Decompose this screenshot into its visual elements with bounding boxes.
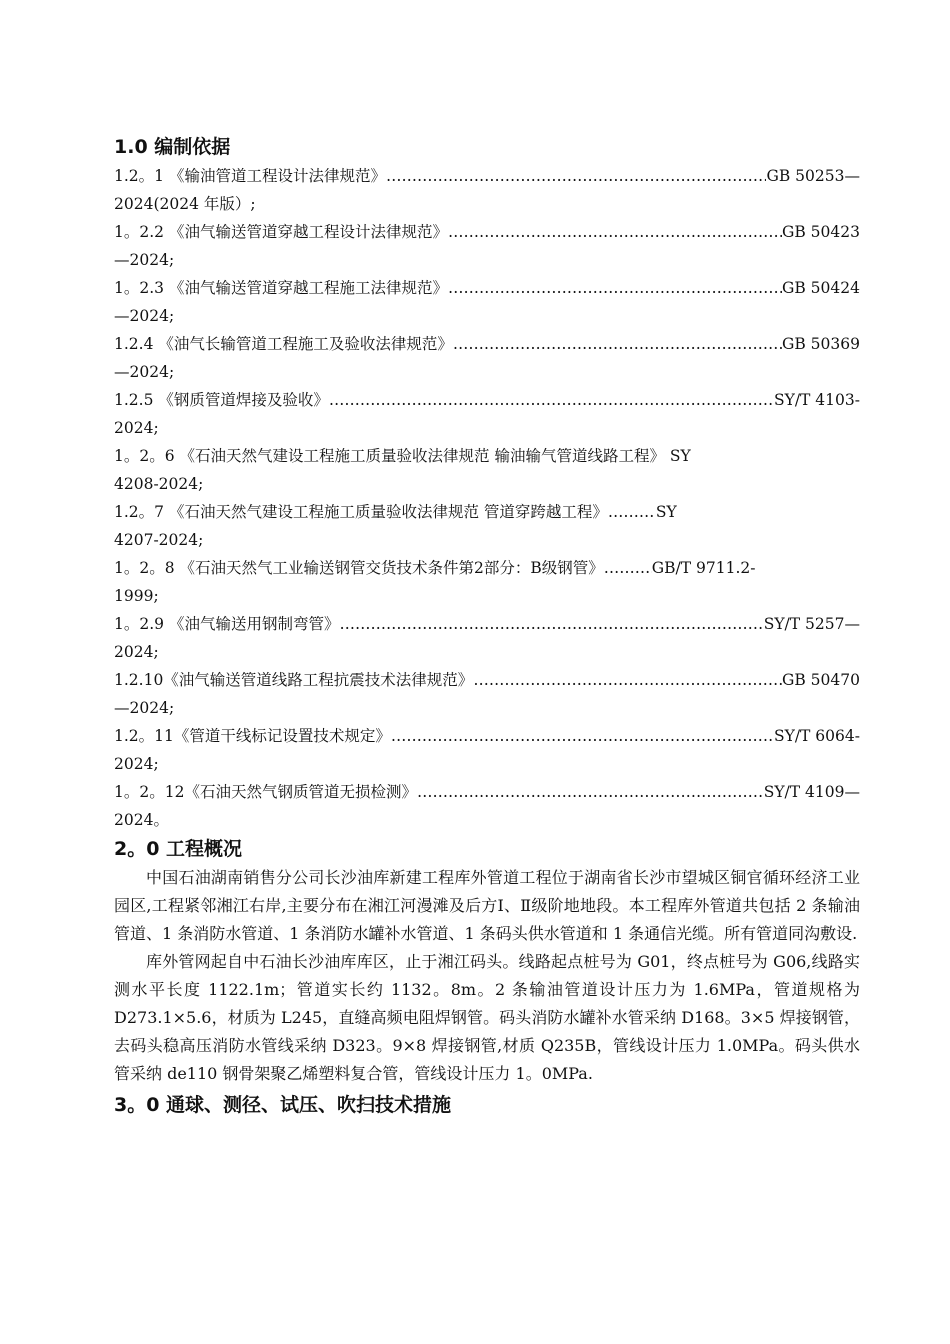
reference-continuation: 2024;	[114, 755, 159, 773]
reference-code: GB 50424	[781, 279, 860, 297]
reference-title: 1。2。8 《石油天然气工业输送钢管交货技术条件第2部分：B级钢管》	[114, 559, 604, 577]
reference-item	[114, 386, 860, 442]
reference-title: 1.2。1 《输油管道工程设计法律规范》	[114, 167, 386, 185]
leader-dots	[448, 274, 782, 302]
reference-continuation: 4208-2024;	[114, 475, 204, 493]
reference-line	[114, 274, 860, 302]
reference-code: SY/T 4109—	[763, 783, 860, 801]
reference-code: SY/T 5257—	[763, 615, 860, 633]
reference-item	[114, 498, 860, 554]
reference-item	[114, 330, 860, 386]
section-heading-measures: 3。0 通球、测径、试压、吹扫技术措施	[114, 1094, 452, 1116]
reference-line	[114, 218, 860, 246]
reference-line	[114, 498, 860, 526]
reference-item	[114, 722, 860, 778]
leader-dots	[339, 610, 763, 638]
leader-dots	[417, 778, 764, 806]
reference-title: 1。2.9 《油气输送用钢制弯管》	[114, 615, 340, 633]
reference-item	[114, 554, 860, 610]
reference-line	[114, 666, 860, 694]
reference-continuation: 2024。	[114, 811, 169, 829]
leader-dots	[453, 330, 782, 358]
reference-continuation: 1999;	[114, 587, 159, 605]
reference-title: 1.2.10《油气输送管道线路工程抗震技术法律规范》	[114, 671, 474, 689]
reference-item	[114, 778, 860, 834]
reference-line	[114, 442, 860, 470]
reference-code: SY/T 6064-	[773, 727, 860, 745]
reference-item	[114, 218, 860, 274]
reference-title: 1.2.5 《钢质管道焊接及验收》	[114, 391, 329, 409]
reference-continuation: 2024;	[114, 419, 159, 437]
reference-line	[114, 554, 860, 582]
reference-line	[114, 162, 860, 190]
reference-line	[114, 386, 860, 414]
document-content	[114, 132, 860, 1120]
reference-title: 1。2.2 《油气输送管道穿越工程设计法律规范》	[114, 223, 448, 241]
reference-line	[114, 610, 860, 638]
reference-continuation: 2024(2024 年版）;	[114, 195, 256, 213]
reference-continuation: —2024;	[114, 307, 175, 325]
overview-paragraph-2: 库外管网起自中石油长沙油库库区，止于湘江码头。线路起点桩号为 G01，终点桩号为 G06,线路实测水平长度 1122.1m；管道实长约 1132。8m。2 条输油管道设计压力为 1.6MPa，管道规格为 D273.1×5.6，材质为 L245，直缝高频电阻焊钢管。码头消防水罐补水管采纳 D168。3×5 焊接钢管，去码头稳高压消防水管线采纳 D323。9×8 焊接钢管,材质 Q235B，管线设计压力 1.0MPa。码头供水管采纳 de110 钢骨架聚乙烯塑料复合管，管线设计压力 1。0MPa.	[114, 952, 860, 1083]
section-heading-overview: 2。0 工程概况	[114, 838, 243, 860]
section-heading-basis: 1.0 编制依据	[114, 136, 231, 158]
reference-item	[114, 274, 860, 330]
leader-dots	[608, 498, 656, 526]
leader-dots	[448, 218, 782, 246]
leader-dots	[329, 386, 774, 414]
reference-line	[114, 722, 860, 750]
reference-continuation: 2024;	[114, 643, 159, 661]
reference-item	[114, 666, 860, 722]
leader-dots	[604, 554, 652, 582]
reference-title: 1.2。7 《石油天然气建设工程施工质量验收法律规范 管道穿跨越工程》	[114, 503, 608, 521]
reference-title: 1。2。6 《石油天然气建设工程施工质量验收法律规范 输油输气管道线路工程》 SY	[114, 447, 691, 465]
reference-continuation: —2024;	[114, 699, 175, 717]
reference-title: 1。2。12《石油天然气钢质管道无损检测》	[114, 783, 417, 801]
reference-code: GB 50423	[781, 223, 860, 241]
reference-continuation: 4207-2024;	[114, 531, 204, 549]
leader-dots	[391, 722, 774, 750]
reference-continuation: —2024;	[114, 251, 175, 269]
reference-continuation: —2024;	[114, 363, 175, 381]
reference-title: 1.2。11《管道干线标记设置技术规定》	[114, 727, 391, 745]
reference-code: SY/T 4103-	[773, 391, 860, 409]
reference-title: 1.2.4 《油气长输管道工程施工及验收法律规范》	[114, 335, 453, 353]
leader-dots	[473, 666, 782, 694]
reference-line	[114, 778, 860, 806]
reference-code: GB 50470	[781, 671, 860, 689]
overview-paragraph-1: 中国石油湖南销售分公司长沙油库新建工程库外管道工程位于湖南省长沙市望城区铜官循环经济工业园区,工程紧邻湘江右岸,主要分布在湘江河漫滩及后方I、Ⅱ级阶地地段。本工程库外管道共包括 2 条输油管道、1 条消防水管道、1 条消防水罐补水管道、1 条码头供水管道和 1 条通信光缆。所有管道同沟敷设.	[114, 868, 860, 943]
reference-line	[114, 330, 860, 358]
reference-code: SY	[655, 503, 677, 521]
reference-item	[114, 442, 860, 498]
reference-code: GB 50253—	[766, 167, 860, 185]
leader-dots	[386, 162, 767, 190]
reference-title: 1。2.3 《油气输送管道穿越工程施工法律规范》	[114, 279, 448, 297]
reference-list	[114, 162, 860, 834]
reference-code: GB 50369	[781, 335, 860, 353]
reference-item	[114, 162, 860, 218]
reference-item	[114, 610, 860, 666]
reference-code: GB/T 9711.2-	[651, 559, 756, 577]
